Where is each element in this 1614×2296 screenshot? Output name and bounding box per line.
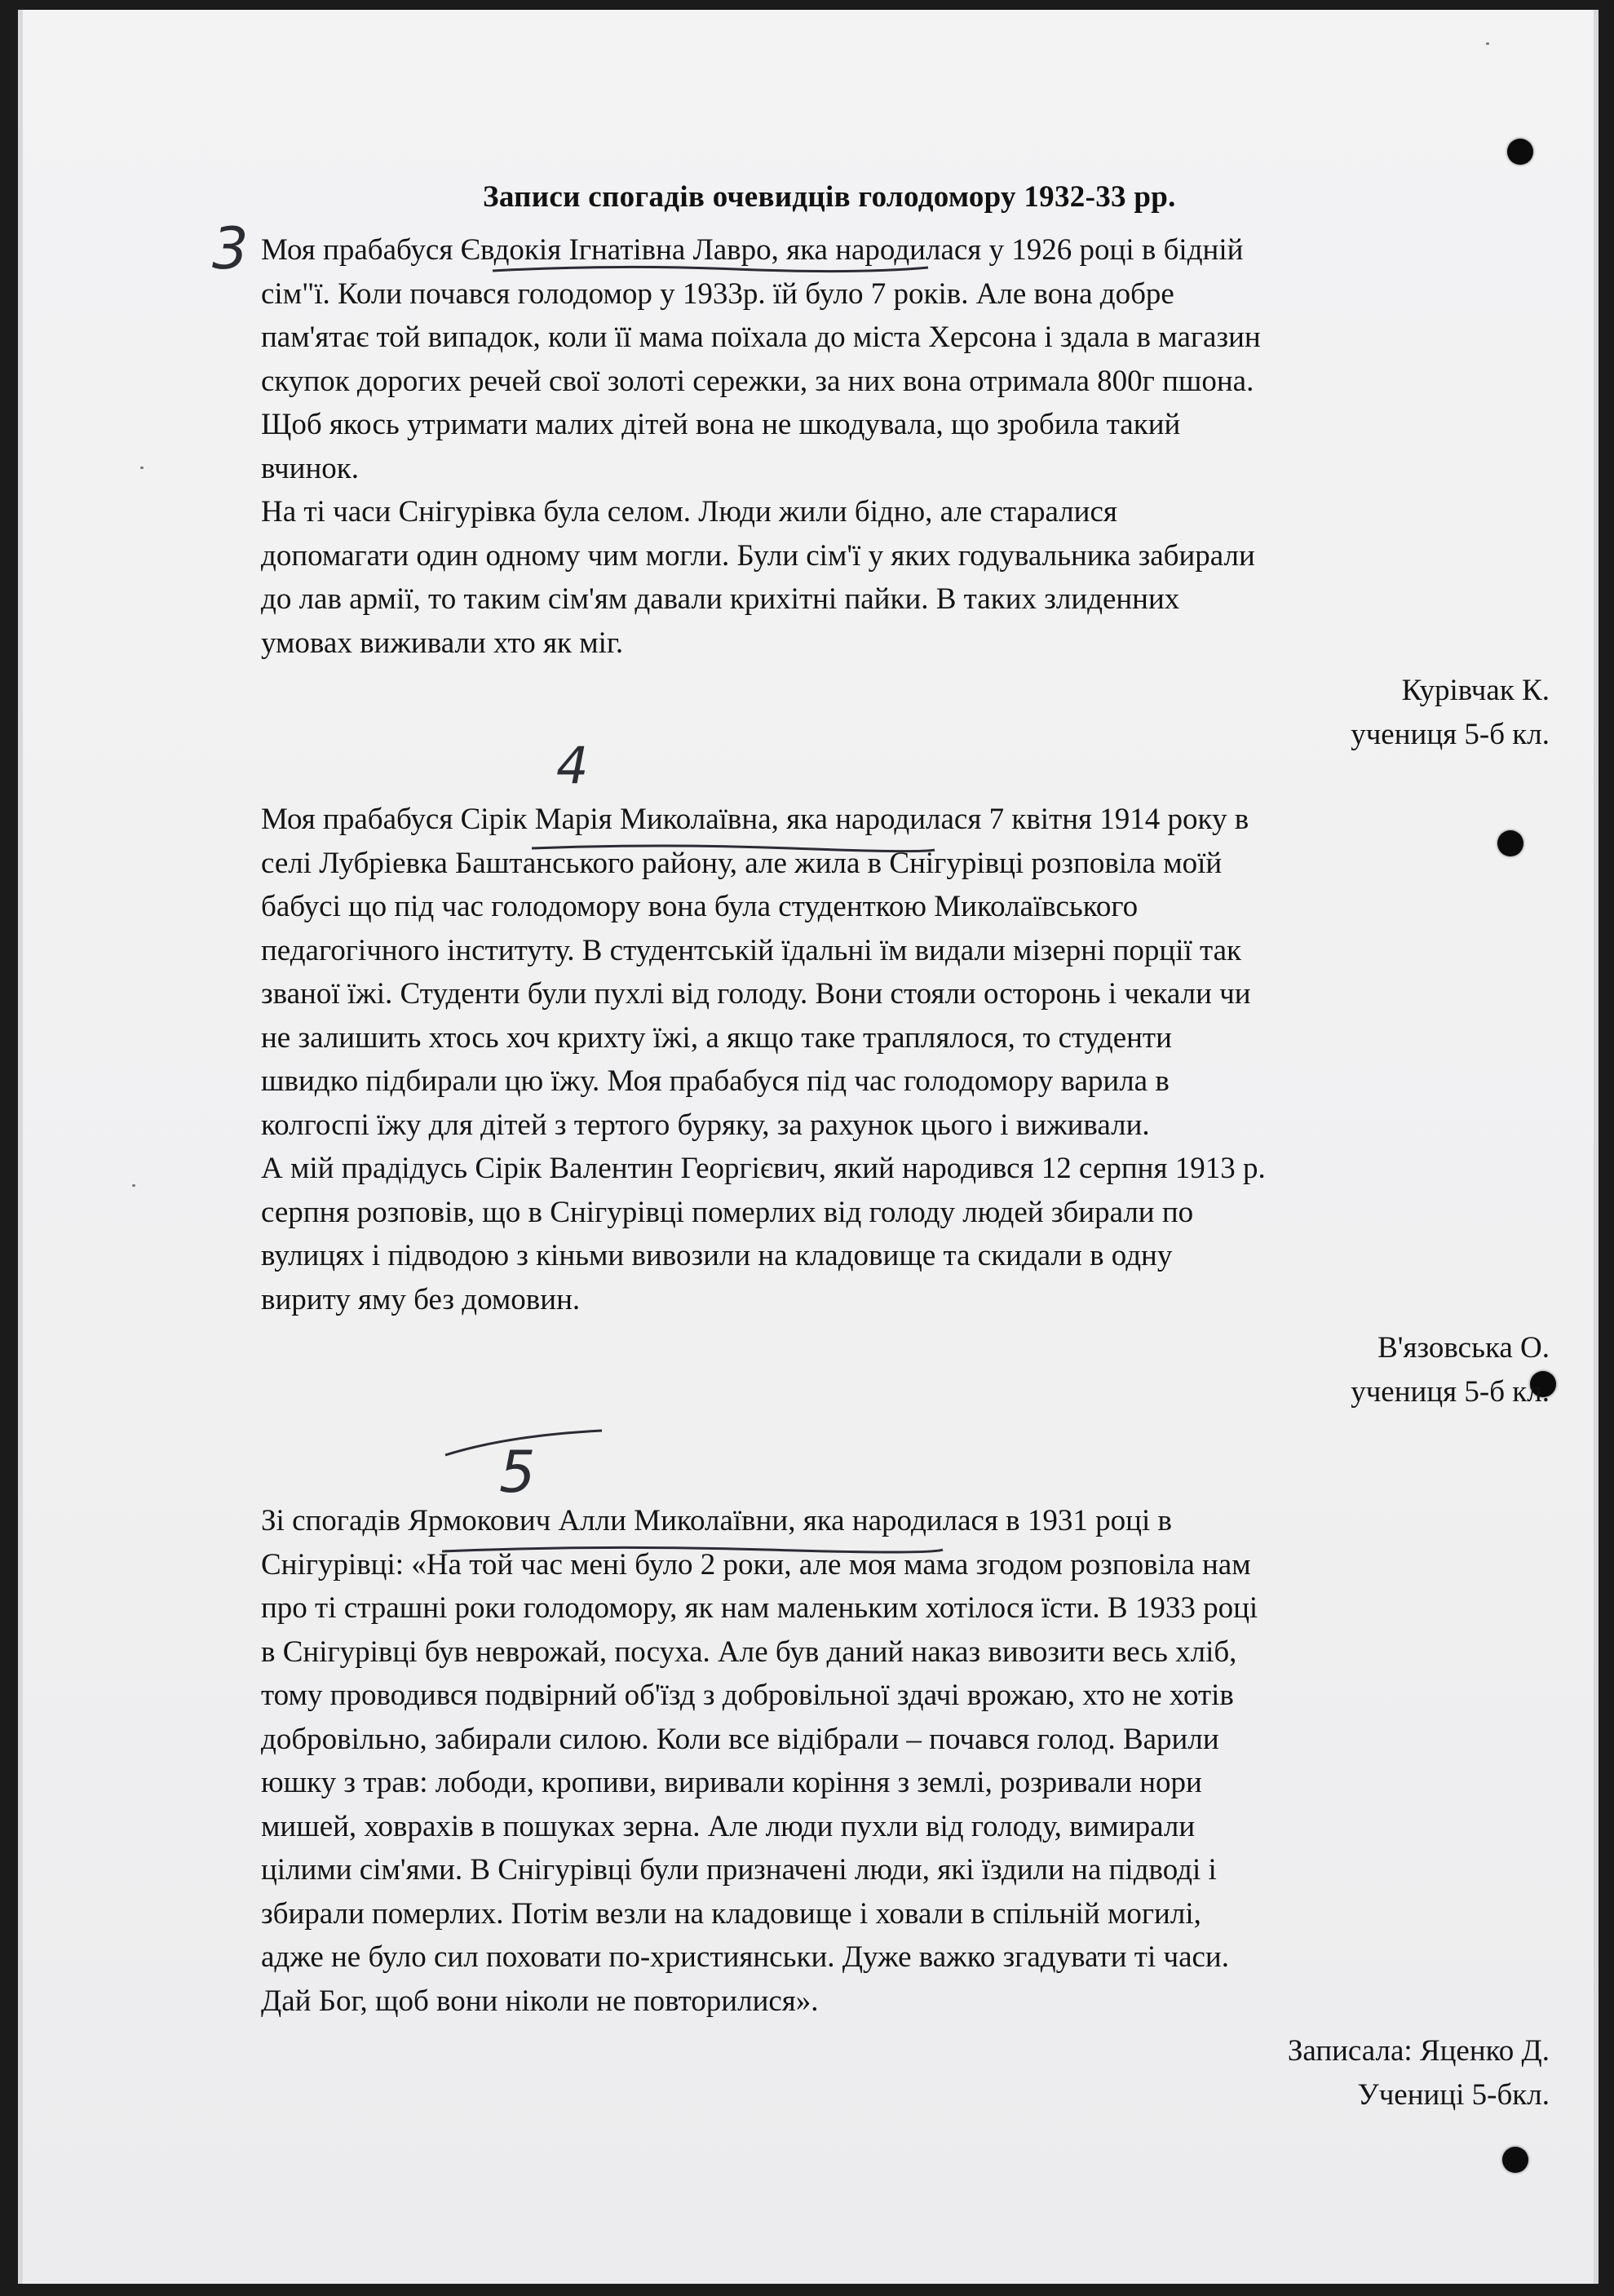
author-grade: учениця 5-б кл.	[1351, 717, 1550, 751]
document-title: Записи спогадів очевидців голодомору 1932-33 рр.	[483, 180, 1176, 214]
entry-line: допомагати один одному чим могли. Були сім'ї у яких годувальника забирали	[261, 538, 1255, 573]
author-grade: Учениці 5-бкл.	[1357, 2077, 1550, 2112]
entry-line: А мій прадідусь Сірік Валентин Георгієвич, який народився 12 серпня 1913 р.	[261, 1152, 1266, 1185]
entry-line: юшку з трав: лободи, кропиви, виривали коріння з землі, розривали нори	[261, 1766, 1202, 1799]
punch-hole	[1502, 2147, 1528, 2173]
entry-line: вулицях і підводою з кіньми вивозили на кладовище та скидали в одну	[261, 1239, 1173, 1272]
entry-line: вириту яму без домовин.	[261, 1282, 581, 1316]
entry-line: селі Лубріевка Баштанського району, але жила в Снігурівці розповіла моїй	[261, 846, 1223, 880]
entry-line: бабусі що під час голодомору вона була студенткою Миколаївського	[261, 890, 1139, 923]
page-right-edge	[1594, 10, 1599, 2284]
entry-line: званої їжі. Студенти були пухлі від голоду. Вони стояли осторонь і чекали чи	[261, 977, 1251, 1011]
scan-speck	[1486, 42, 1489, 45]
document-page	[18, 10, 1599, 2284]
entry-line: Моя прабабуся Євдокія Ігнатівна Лавро, яка народилася у 1926 році в бідній	[261, 233, 1244, 267]
entry-line: не залишить хтось хоч крихту їжі, а якщо таке траплялося, то студенти	[261, 1020, 1172, 1055]
scan-speck	[132, 1184, 135, 1187]
entry-line: умовах виживали хто як міг.	[261, 626, 624, 660]
entry-line: колгоспі їжу для дітей з тертого буряку, за рахунок цього і виживали.	[261, 1108, 1150, 1142]
entry-line: скупок дорогих речей свої золоті сережки, за них вона отримала 800г пшона.	[261, 364, 1254, 398]
entry-1-text	[261, 228, 1566, 665]
author-name: Курівчак К.	[1401, 674, 1550, 707]
entry-line: добровільно, забирали силою. Коли все відібрали – почався голод. Варили	[261, 1722, 1219, 1756]
entry-line: На ті часи Снігурівка була селом. Люди жили бідно, але старалися	[261, 495, 1117, 529]
handwritten-number-4: 4	[556, 736, 589, 795]
scan-speck	[140, 467, 144, 469]
handwritten-stroke	[442, 1427, 605, 1460]
author-name: В'язовська О.	[1377, 1331, 1550, 1365]
handwritten-number-3: 3	[212, 215, 249, 282]
entry-line: вчинок.	[261, 451, 359, 485]
entry-line: цілими сім'ями. В Снігурівці були призначені люди, які їздили на підводі і	[261, 1853, 1217, 1887]
author-grade: учениця 5-б кл.	[1351, 1374, 1550, 1409]
entry-line: до лав армії, то таким сім'ям давали крихітні пайки. В таких злиденних	[261, 582, 1180, 616]
entry-2-text	[261, 798, 1566, 1321]
entry-line: педагогічного інституту. В студентській їдальні їм видали мізерні порції так	[261, 933, 1242, 967]
entry-line: про ті страшні роки голодомору, як нам маленьким хотілося їсти. В 1933 році	[261, 1591, 1258, 1625]
entry-line: Дай Бог, щоб вони ніколи не повторилися».	[261, 1984, 819, 2018]
entry-2-signature	[1351, 1326, 1550, 1413]
entry-line: серпня розповів, що в Снігурівці померлих від голоду людей збирали по	[261, 1195, 1194, 1229]
handwritten-number-5: 5	[499, 1439, 536, 1506]
entry-3-text	[261, 1499, 1566, 2023]
entry-line: Снігурівці: «На той час мені було 2 роки, але моя мама згодом розповіла нам	[261, 1547, 1251, 1582]
author-name: Записала: Яценко Д.	[1287, 2034, 1550, 2068]
entry-1-signature	[1351, 669, 1550, 756]
entry-line: пам'ятає той випадок, коли її мама поїхала до міста Херсона і здала в магазин	[261, 321, 1261, 354]
entry-line: Щоб якось утримати малих дітей вона не шкодувала, що зробила такий	[261, 408, 1181, 441]
entry-line: Зі спогадів Ярмокович Алли Миколаївни, яка народилася в 1931 році в	[261, 1504, 1172, 1537]
entry-line: збирали померлих. Потім везли на кладовище і ховали в спільній могилі,	[261, 1896, 1201, 1931]
page-left-edge	[18, 10, 23, 2284]
entry-3-signature	[1288, 2029, 1550, 2117]
entry-line: тому проводився подвірний об'їзд з добровільної здачі врожаю, хто не хотів	[261, 1679, 1234, 1712]
entry-line: адже не було сил поховати по-християнськи. Дуже важко згадувати ті часи.	[261, 1940, 1229, 1974]
entry-line: мишей, ховрахів в пошуках зерна. Але люди пухли від голоду, вимирали	[261, 1809, 1196, 1843]
entry-line: швидко підбирали цю їжу. Моя прабабуся під час голодомору варила в	[261, 1064, 1170, 1098]
entry-line: Моя прабабуся Сірік Марія Миколаївна, яка народилася 7 квітня 1914 року в	[261, 803, 1249, 836]
entry-line: в Снігурівці був неврожай, посуха. Але був даний наказ вивозити весь хліб,	[261, 1635, 1237, 1669]
entry-line: сім"ї. Коли почався голодомор у 1933р. їй було 7 років. Але вона добре	[261, 276, 1174, 311]
punch-hole	[1507, 139, 1533, 165]
